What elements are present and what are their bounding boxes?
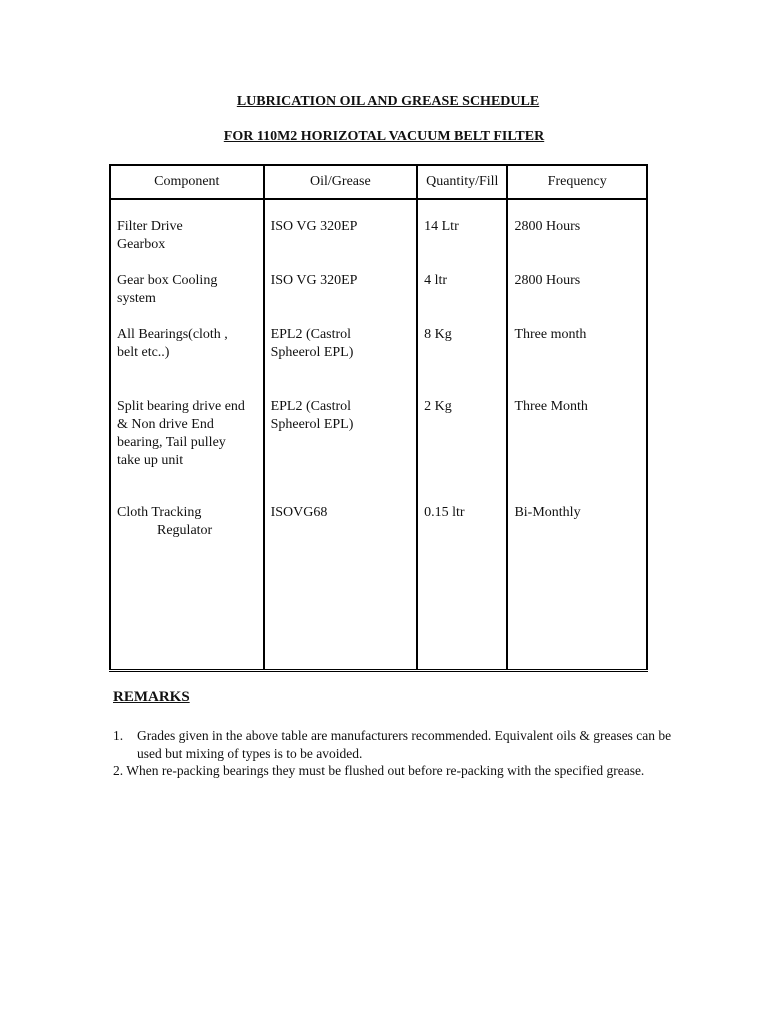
remarks-list — [113, 727, 683, 780]
table-header-row — [110, 165, 647, 199]
remark-number: 1. — [113, 728, 124, 743]
lubrication-schedule-table — [109, 164, 648, 672]
cell-component: Gear box Cooling system — [110, 254, 264, 308]
cell-quantity: 4 ltr — [417, 254, 507, 308]
header-frequency: Frequency — [507, 165, 647, 199]
remark-item: 2. When re-packing bearings they must be flushed out before re-packing with the specified grease. — [113, 763, 645, 778]
cell-component: Cloth Tracking Regulator — [110, 486, 264, 671]
cell-quantity: 2 Kg — [417, 380, 507, 486]
table-row — [110, 308, 647, 380]
cell-quantity: 8 Kg — [417, 308, 507, 380]
cell-frequency: Three month — [507, 308, 647, 380]
cell-component: Filter Drive Gearbox — [110, 199, 264, 254]
cell-frequency: 2800 Hours — [507, 254, 647, 308]
header-component: Component — [110, 165, 264, 199]
cell-oil-grease: ISO VG 320EP — [264, 199, 418, 254]
cell-oil-grease: ISOVG68 — [264, 486, 418, 671]
remark-item — [113, 727, 683, 762]
header-oil-grease: Oil/Grease — [264, 165, 418, 199]
cell-oil-grease: EPL2 (Castrol Spheerol EPL) — [264, 380, 418, 486]
remarks-heading: REMARKS — [113, 689, 190, 705]
table-row — [110, 380, 647, 486]
document-subtitle: FOR 110M2 HORIZOTAL VACUUM BELT FILTER — [223, 129, 545, 144]
table-row — [110, 486, 647, 671]
cell-frequency: Bi-Monthly — [507, 486, 647, 671]
cell-frequency: Three Month — [507, 380, 647, 486]
header-quantity-fill: Quantity/Fill — [417, 165, 507, 199]
cell-oil-grease: EPL2 (Castrol Spheerol EPL) — [264, 308, 418, 380]
cell-oil-grease: ISO VG 320EP — [264, 254, 418, 308]
table-row — [110, 254, 647, 308]
table-row — [110, 199, 647, 254]
cell-component: All Bearings(cloth , belt etc..) — [110, 308, 264, 380]
remark-text: Grades given in the above table are manufacturers recommended. Equivalent oils & greases can be used but mixing of types is to be avoided. — [137, 728, 672, 761]
cell-frequency: 2800 Hours — [507, 199, 647, 254]
document-title: LUBRICATION OIL AND GREASE SCHEDULE — [236, 94, 540, 109]
cell-component: Split bearing drive end & Non drive End bearing, Tail pulley take up unit — [110, 380, 264, 486]
cell-quantity: 14 Ltr — [417, 199, 507, 254]
cell-quantity: 0.15 ltr — [417, 486, 507, 671]
